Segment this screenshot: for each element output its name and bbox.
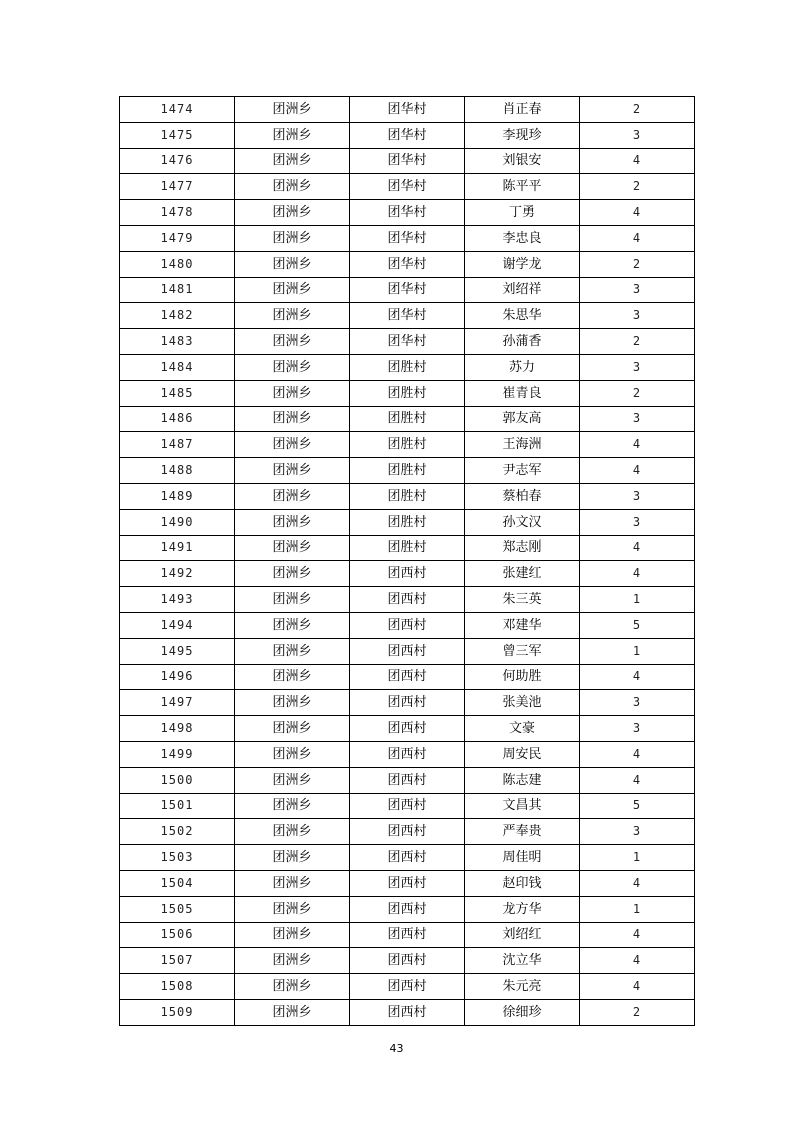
township-cell: 团洲乡 [235,664,350,690]
person-name-cell: 赵印钱 [465,870,580,896]
household-count-cell: 1 [580,896,695,922]
person-name-cell: 刘银安 [465,148,580,174]
row-id-cell: 1506 [120,922,235,948]
row-id-cell: 1485 [120,380,235,406]
person-name-cell: 李忠良 [465,225,580,251]
person-name-cell: 苏力 [465,354,580,380]
row-id-cell: 1500 [120,767,235,793]
person-name-cell: 龙方华 [465,896,580,922]
township-cell: 团洲乡 [235,638,350,664]
township-cell: 团洲乡 [235,174,350,200]
person-name-cell: 周安民 [465,741,580,767]
household-count-cell: 3 [580,509,695,535]
village-cell: 团西村 [350,767,465,793]
household-count-cell: 4 [580,200,695,226]
row-id-cell: 1476 [120,148,235,174]
row-id-cell: 1478 [120,200,235,226]
table-row [120,251,695,277]
township-cell: 团洲乡 [235,225,350,251]
household-count-cell: 4 [580,432,695,458]
table-row [120,845,695,871]
village-cell: 团西村 [350,638,465,664]
row-id-cell: 1501 [120,793,235,819]
township-cell: 团洲乡 [235,148,350,174]
household-count-cell: 3 [580,716,695,742]
village-cell: 团胜村 [350,432,465,458]
row-id-cell: 1491 [120,535,235,561]
table-row [120,948,695,974]
township-cell: 团洲乡 [235,406,350,432]
person-name-cell: 张建红 [465,561,580,587]
table-row [120,354,695,380]
village-cell: 团华村 [350,122,465,148]
table-row [120,303,695,329]
township-cell: 团洲乡 [235,458,350,484]
row-id-cell: 1498 [120,716,235,742]
village-cell: 团西村 [350,999,465,1025]
household-count-cell: 4 [580,561,695,587]
row-id-cell: 1484 [120,354,235,380]
village-cell: 团西村 [350,974,465,1000]
row-id-cell: 1481 [120,277,235,303]
village-cell: 团西村 [350,741,465,767]
table-row [120,638,695,664]
village-cell: 团华村 [350,148,465,174]
row-id-cell: 1474 [120,97,235,123]
table-row [120,148,695,174]
row-id-cell: 1496 [120,664,235,690]
household-count-cell: 4 [580,870,695,896]
village-cell: 团胜村 [350,406,465,432]
township-cell: 团洲乡 [235,329,350,355]
household-count-cell: 2 [580,329,695,355]
table-row [120,793,695,819]
household-count-cell: 5 [580,793,695,819]
table-row [120,458,695,484]
household-count-cell: 3 [580,690,695,716]
township-cell: 团洲乡 [235,561,350,587]
person-name-cell: 严奉贵 [465,819,580,845]
township-cell: 团洲乡 [235,354,350,380]
row-id-cell: 1492 [120,561,235,587]
table-row [120,225,695,251]
table-row [120,97,695,123]
table-row [120,690,695,716]
township-cell: 团洲乡 [235,587,350,613]
village-cell: 团西村 [350,561,465,587]
village-cell: 团西村 [350,922,465,948]
township-cell: 团洲乡 [235,793,350,819]
person-name-cell: 谢学龙 [465,251,580,277]
village-cell: 团西村 [350,716,465,742]
person-name-cell: 尹志军 [465,458,580,484]
household-count-cell: 4 [580,767,695,793]
row-id-cell: 1477 [120,174,235,200]
household-count-cell: 4 [580,948,695,974]
village-cell: 团西村 [350,948,465,974]
table-row [120,664,695,690]
table-row [120,587,695,613]
township-cell: 团洲乡 [235,483,350,509]
township-cell: 团洲乡 [235,741,350,767]
household-count-cell: 4 [580,974,695,1000]
table-row [120,200,695,226]
household-count-cell: 3 [580,122,695,148]
table-row [120,741,695,767]
household-count-cell: 3 [580,354,695,380]
table-row [120,870,695,896]
person-name-cell: 蔡柏春 [465,483,580,509]
person-name-cell: 刘绍祥 [465,277,580,303]
table-row [120,561,695,587]
village-cell: 团西村 [350,793,465,819]
table-row [120,277,695,303]
row-id-cell: 1504 [120,870,235,896]
table-row [120,406,695,432]
village-cell: 团西村 [350,845,465,871]
household-count-cell: 2 [580,999,695,1025]
person-name-cell: 肖正春 [465,97,580,123]
row-id-cell: 1493 [120,587,235,613]
row-id-cell: 1483 [120,329,235,355]
table-row [120,999,695,1025]
person-name-cell: 孙文汉 [465,509,580,535]
person-name-cell: 陈平平 [465,174,580,200]
township-cell: 团洲乡 [235,870,350,896]
row-id-cell: 1490 [120,509,235,535]
household-count-cell: 3 [580,406,695,432]
row-id-cell: 1495 [120,638,235,664]
person-name-cell: 丁勇 [465,200,580,226]
row-id-cell: 1499 [120,741,235,767]
village-cell: 团西村 [350,612,465,638]
household-count-cell: 4 [580,225,695,251]
row-id-cell: 1502 [120,819,235,845]
person-name-cell: 孙蒲香 [465,329,580,355]
table-row [120,174,695,200]
person-name-cell: 朱元亮 [465,974,580,1000]
household-count-cell: 3 [580,483,695,509]
township-cell: 团洲乡 [235,200,350,226]
person-name-cell: 文豪 [465,716,580,742]
household-count-cell: 2 [580,174,695,200]
township-cell: 团洲乡 [235,251,350,277]
roster-table [119,96,695,1026]
row-id-cell: 1503 [120,845,235,871]
table-row [120,509,695,535]
township-cell: 团洲乡 [235,432,350,458]
village-cell: 团华村 [350,200,465,226]
village-cell: 团华村 [350,277,465,303]
village-cell: 团西村 [350,870,465,896]
person-name-cell: 周佳明 [465,845,580,871]
row-id-cell: 1480 [120,251,235,277]
person-name-cell: 张美池 [465,690,580,716]
page-number: 43 [389,1042,404,1055]
person-name-cell: 邓建华 [465,612,580,638]
township-cell: 团洲乡 [235,509,350,535]
township-cell: 团洲乡 [235,922,350,948]
person-name-cell: 郭友高 [465,406,580,432]
township-cell: 团洲乡 [235,690,350,716]
person-name-cell: 文昌其 [465,793,580,819]
village-cell: 团胜村 [350,509,465,535]
household-count-cell: 4 [580,535,695,561]
household-count-cell: 2 [580,97,695,123]
village-cell: 团胜村 [350,354,465,380]
village-cell: 团西村 [350,664,465,690]
township-cell: 团洲乡 [235,819,350,845]
row-id-cell: 1475 [120,122,235,148]
table-row [120,612,695,638]
row-id-cell: 1488 [120,458,235,484]
township-cell: 团洲乡 [235,303,350,329]
person-name-cell: 何助胜 [465,664,580,690]
row-id-cell: 1509 [120,999,235,1025]
township-cell: 团洲乡 [235,122,350,148]
household-count-cell: 3 [580,819,695,845]
household-count-cell: 2 [580,251,695,277]
table-row [120,380,695,406]
person-name-cell: 李现珍 [465,122,580,148]
village-cell: 团胜村 [350,380,465,406]
household-count-cell: 1 [580,587,695,613]
village-cell: 团华村 [350,97,465,123]
row-id-cell: 1479 [120,225,235,251]
township-cell: 团洲乡 [235,948,350,974]
township-cell: 团洲乡 [235,535,350,561]
township-cell: 团洲乡 [235,896,350,922]
row-id-cell: 1508 [120,974,235,1000]
row-id-cell: 1489 [120,483,235,509]
township-cell: 团洲乡 [235,97,350,123]
row-id-cell: 1482 [120,303,235,329]
household-count-cell: 4 [580,922,695,948]
household-count-cell: 4 [580,148,695,174]
village-cell: 团华村 [350,225,465,251]
village-cell: 团华村 [350,251,465,277]
township-cell: 团洲乡 [235,380,350,406]
person-name-cell: 王海洲 [465,432,580,458]
roster-table-container [119,96,694,1026]
person-name-cell: 沈立华 [465,948,580,974]
village-cell: 团西村 [350,587,465,613]
table-row [120,483,695,509]
village-cell: 团胜村 [350,535,465,561]
row-id-cell: 1494 [120,612,235,638]
township-cell: 团洲乡 [235,716,350,742]
table-row [120,896,695,922]
person-name-cell: 徐细珍 [465,999,580,1025]
table-row [120,716,695,742]
household-count-cell: 1 [580,845,695,871]
village-cell: 团华村 [350,329,465,355]
household-count-cell: 4 [580,458,695,484]
township-cell: 团洲乡 [235,277,350,303]
person-name-cell: 陈志建 [465,767,580,793]
row-id-cell: 1505 [120,896,235,922]
township-cell: 团洲乡 [235,999,350,1025]
village-cell: 团胜村 [350,458,465,484]
table-row [120,819,695,845]
person-name-cell: 崔青良 [465,380,580,406]
table-row [120,767,695,793]
row-id-cell: 1507 [120,948,235,974]
person-name-cell: 刘绍红 [465,922,580,948]
township-cell: 团洲乡 [235,767,350,793]
township-cell: 团洲乡 [235,612,350,638]
person-name-cell: 朱思华 [465,303,580,329]
village-cell: 团西村 [350,896,465,922]
township-cell: 团洲乡 [235,974,350,1000]
village-cell: 团华村 [350,303,465,329]
village-cell: 团胜村 [350,483,465,509]
table-row [120,535,695,561]
person-name-cell: 朱三英 [465,587,580,613]
row-id-cell: 1487 [120,432,235,458]
table-row [120,922,695,948]
table-row [120,974,695,1000]
table-row [120,329,695,355]
household-count-cell: 3 [580,303,695,329]
person-name-cell: 曾三军 [465,638,580,664]
township-cell: 团洲乡 [235,845,350,871]
village-cell: 团华村 [350,174,465,200]
person-name-cell: 郑志刚 [465,535,580,561]
row-id-cell: 1486 [120,406,235,432]
table-row [120,122,695,148]
village-cell: 团西村 [350,690,465,716]
household-count-cell: 4 [580,664,695,690]
household-count-cell: 3 [580,277,695,303]
household-count-cell: 5 [580,612,695,638]
household-count-cell: 1 [580,638,695,664]
row-id-cell: 1497 [120,690,235,716]
roster-table-body [120,97,695,1026]
village-cell: 团西村 [350,819,465,845]
household-count-cell: 2 [580,380,695,406]
household-count-cell: 4 [580,741,695,767]
table-row [120,432,695,458]
